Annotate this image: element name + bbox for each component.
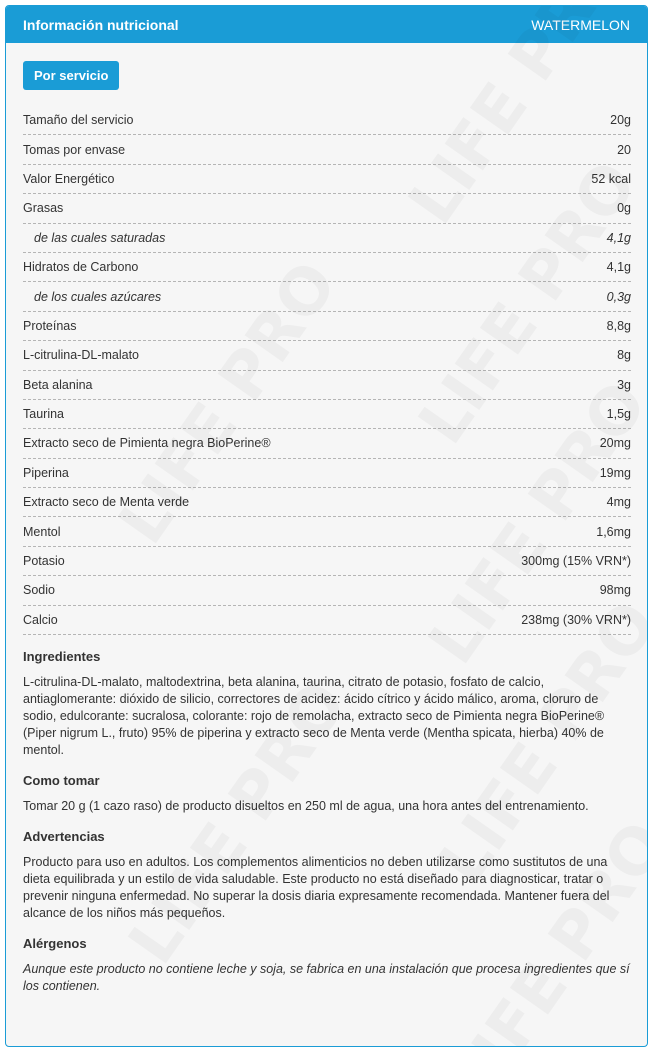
row-label: L-citrulina-DL-malato <box>23 348 140 363</box>
table-row <box>23 488 631 517</box>
row-label: Valor Energético <box>23 171 115 186</box>
nutrition-panel <box>5 5 648 1047</box>
row-value: 8g <box>617 348 631 363</box>
table-row <box>23 547 631 576</box>
row-label: Mentol <box>23 524 61 539</box>
warnings-heading: Advertencias <box>23 829 105 845</box>
row-value: 98mg <box>599 583 631 598</box>
table-row <box>23 400 631 429</box>
row-value: 20 <box>617 142 631 157</box>
warnings-section <box>23 829 631 922</box>
row-label: Extracto seco de Menta verde <box>23 495 190 510</box>
table-row <box>23 459 631 488</box>
row-value: 52 kcal <box>591 171 631 186</box>
table-row <box>23 194 631 223</box>
row-label: Taurina <box>23 407 64 422</box>
warnings-text: Producto para uso en adultos. Los complementos alimenticios no deben utilizarse como sustitutos de una dieta equilibrada y un estilo de vida saludable. Este producto no está diseñado para diagnosticar, tratar o prevenir ninguna enfermedad. No superar la dosis diaria expresamente recomendada. Mantener fuera del alcance de los niños más pequeños. <box>23 855 610 921</box>
row-value: 300mg (15% VRN*) <box>521 554 631 569</box>
row-label: Calcio <box>23 612 58 627</box>
row-value: 4mg <box>606 495 631 510</box>
serving-tabs <box>6 43 647 91</box>
flavor-label: WATERMELON <box>531 16 630 33</box>
row-label: Piperina <box>23 465 69 480</box>
row-value: 8,8g <box>606 318 631 333</box>
panel-header <box>6 6 647 43</box>
how-to-heading: Como tomar <box>23 773 100 789</box>
table-row <box>23 253 631 282</box>
row-value: 0,3g <box>606 289 631 304</box>
table-row <box>23 606 631 635</box>
row-value: 4,1g <box>606 260 631 275</box>
table-row <box>23 341 631 370</box>
table-row <box>23 371 631 400</box>
row-value: 1,6mg <box>596 524 631 539</box>
ingredients-heading: Ingredientes <box>23 649 101 665</box>
table-row <box>23 135 631 164</box>
row-value: 20g <box>610 113 631 128</box>
ingredients-section <box>23 649 631 759</box>
row-label: Tamaño del servicio <box>23 113 134 128</box>
row-value: 20mg <box>599 436 631 451</box>
row-value: 19mg <box>599 465 631 480</box>
table-row <box>23 165 631 194</box>
row-label: de las cuales saturadas <box>34 230 166 245</box>
row-label: Beta alanina <box>23 377 93 392</box>
allergens-section <box>23 936 631 995</box>
panel-title: Información nutricional <box>23 16 179 33</box>
how-to-text: Tomar 20 g (1 cazo raso) de producto disueltos en 250 ml de agua, una hora antes del entrenamiento. <box>23 799 589 814</box>
allergens-heading: Alérgenos <box>23 936 87 952</box>
row-value: 1,5g <box>606 407 631 422</box>
ingredients-text: L-citrulina-DL-malato, maltodextrina, beta alanina, taurina, citrato de potasio, fosfato de calcio, antiaglomerante: dióxido de silicio, correctores de acidez: ácido cítrico y ácido málico, aroma, cloruro de sodio, edulcorante: sucralosa, colorante: rojo de remolacha, extracto seco de Pimienta negra BioPerine® (Piper nigrum L., fruto) 95% de piperina y extracto seco de Menta verde (Mentha spicata, hierba) 40% de mentol. <box>23 675 605 758</box>
row-label: de los cuales azúcares <box>34 289 162 304</box>
row-value: 0g <box>617 201 631 216</box>
row-label: Extracto seco de Pimienta negra BioPerine® <box>23 436 271 451</box>
table-row <box>23 312 631 341</box>
table-row <box>23 576 631 605</box>
row-label: Hidratos de Carbono <box>23 260 139 275</box>
table-row <box>23 282 631 311</box>
row-label: Proteínas <box>23 318 77 333</box>
table-row <box>23 429 631 458</box>
row-label: Tomas por envase <box>23 142 126 157</box>
row-value: 238mg (30% VRN*) <box>521 612 631 627</box>
row-label: Sodio <box>23 583 55 598</box>
how-to-section <box>23 773 631 815</box>
table-row <box>23 224 631 253</box>
allergens-text: Aunque este producto no contiene leche y soja, se fabrica en una instalación que procesa ingredientes que sí los contienen. <box>23 962 630 994</box>
table-row <box>23 517 631 546</box>
row-label: Grasas <box>23 201 64 216</box>
row-value: 4,1g <box>606 230 631 245</box>
nutrition-table <box>23 106 631 635</box>
row-value: 3g <box>617 377 631 392</box>
row-label: Potasio <box>23 554 65 569</box>
table-row <box>23 106 631 135</box>
tab-per-serving[interactable]: Por servicio <box>23 61 119 90</box>
